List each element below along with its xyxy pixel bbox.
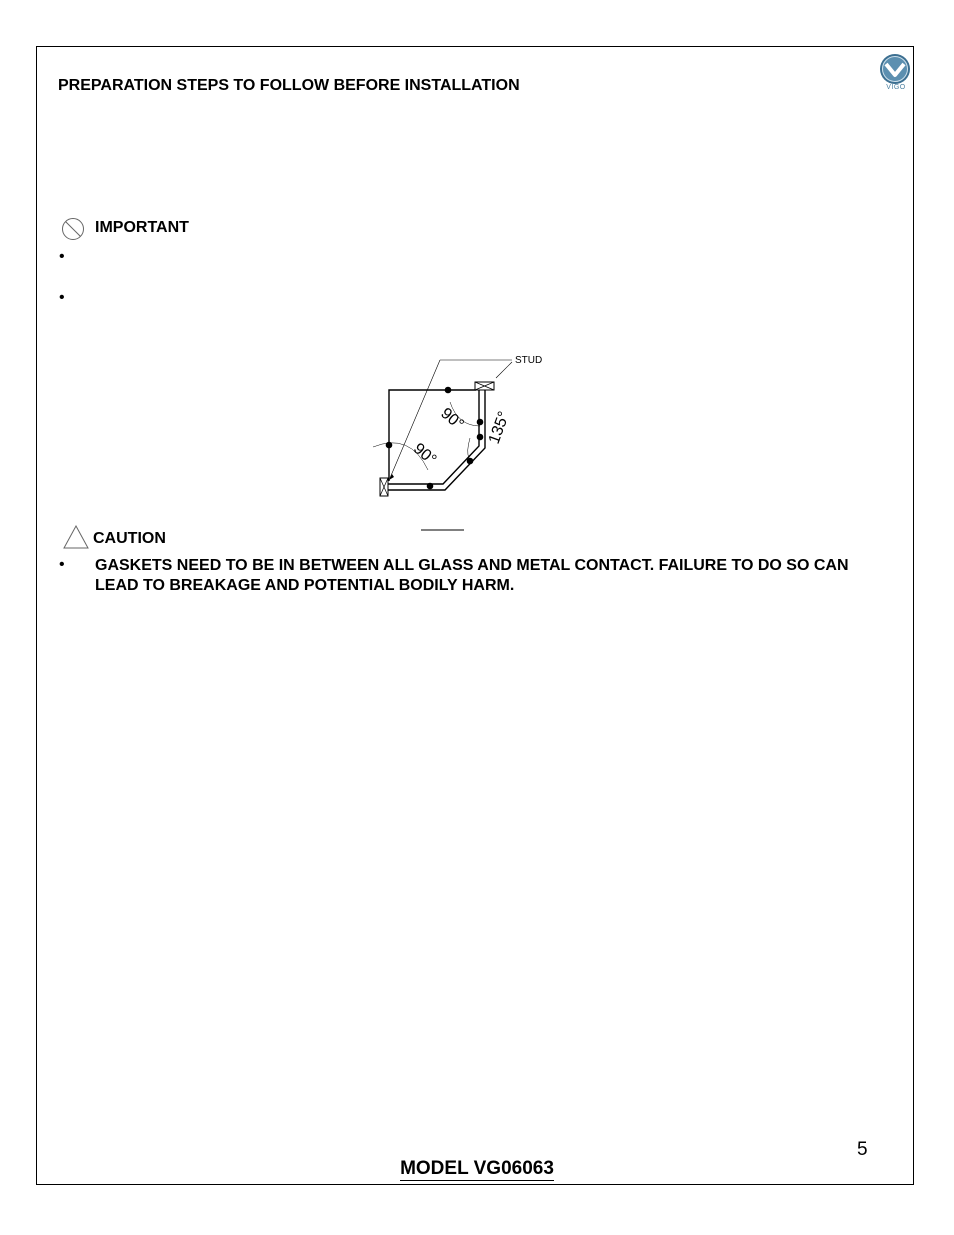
important-bullet-2: • (59, 289, 70, 306)
model-title (0, 1158, 954, 1180)
page-frame (36, 46, 914, 1185)
vigo-logo-icon (878, 53, 914, 85)
installation-diagram (370, 348, 570, 538)
angle-label-1: 90° (437, 404, 467, 434)
logo-text: VIGO (886, 84, 906, 91)
caution-icon (63, 525, 89, 549)
page-number: 5 (857, 1139, 868, 1160)
stud-label: STUD (515, 355, 543, 366)
caution-bullet-text: GASKETS NEED TO BE IN BETWEEN ALL GLASS AND METAL CONTACT. FAILURE TO DO SO CAN LEAD TO BREAKAGE AND POTENTIAL BODILY HARM. (95, 557, 849, 594)
model-title-text: MODEL VG06063 (400, 1158, 554, 1179)
angle-label-2: 90° (409, 440, 440, 469)
caution-title: CAUTION (93, 530, 166, 547)
important-bullet-1: • (59, 248, 70, 265)
page-heading: PREPARATION STEPS TO FOLLOW BEFORE INSTALLATION (58, 77, 520, 94)
angle-label-3: 135° (485, 409, 514, 447)
caution-bullet-marker: • (59, 556, 65, 573)
vigo-logo (878, 53, 914, 93)
prohibited-icon (61, 217, 85, 241)
important-title: IMPORTANT (95, 219, 189, 236)
